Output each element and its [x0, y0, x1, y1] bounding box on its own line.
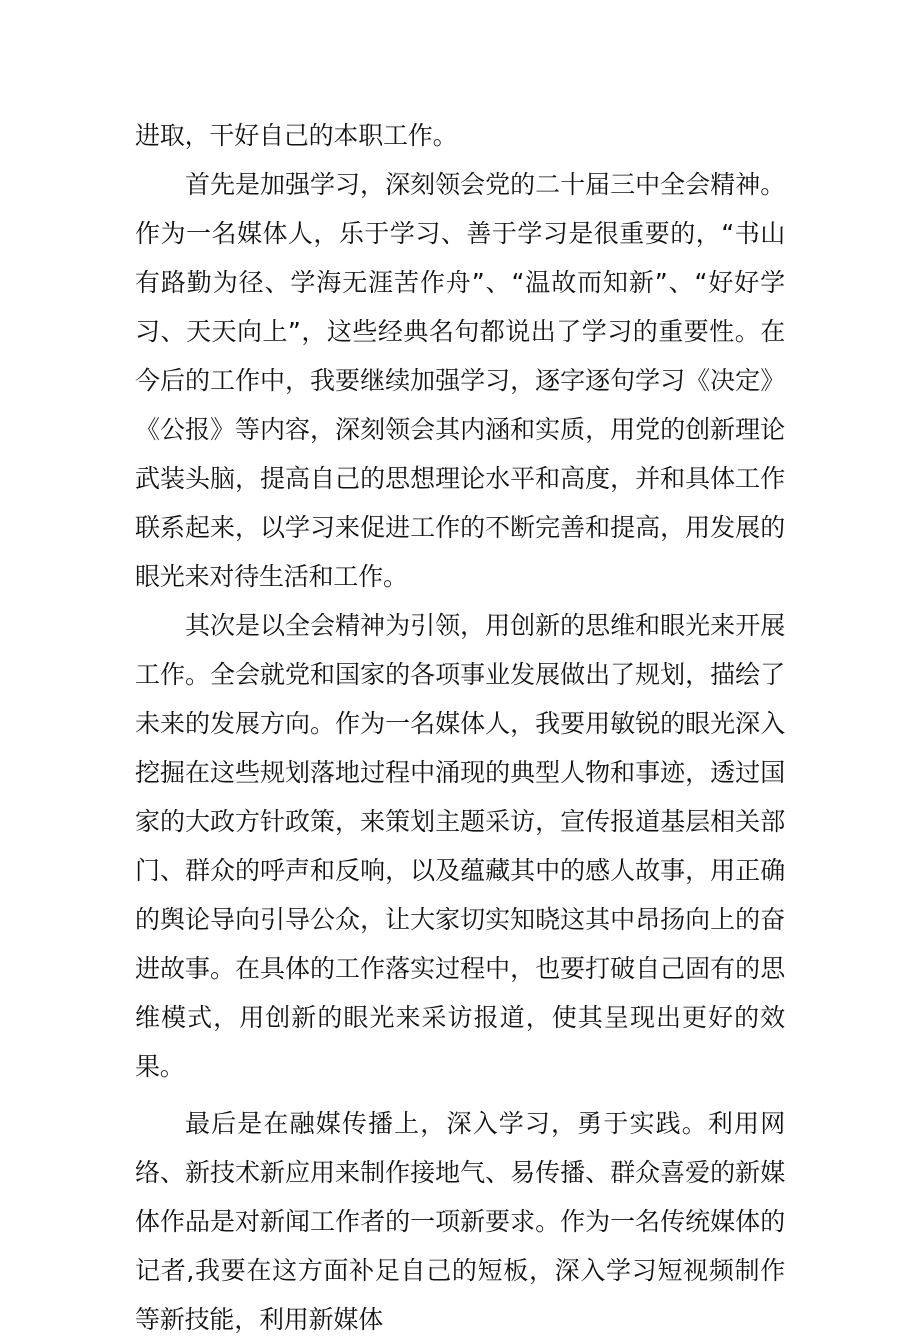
paragraph-continuation: 进取，干好自己的本职工作。 — [135, 121, 458, 150]
document-body — [135, 111, 785, 1344]
paragraph-study: 首先是加强学习，深刻领会党的二十届三中全会精神。作为一名媒体人，乐于学习、善于学习是很重要的，“书山有路勤为径、学海无涯苦作舟”、“温故而知新”、“好好学习、天天向上”，这些经典名句都说出了学习的重要性。在今后的工作中，我要继续加强学习，逐字逐句学习《决定》《公报》等内容，深刻领会其内涵和实质，用党的创新理论武装头脑，提高自己的思想理论水平和高度，并和具体工作联系起来，以学习来促进工作的不断完善和提高，用发展的眼光来对待生活和工作。 — [135, 170, 785, 591]
paragraph-innovation: 其次是以全会精神为引领，用创新的思维和眼光来开展工作。全会就党和国家的各项事业发展做出了规划，描绘了未来的发展方向。作为一名媒体人，我要用敏锐的眼光深入挖掘在这些规划落地过程中涌现的典型人物和事迹，透过国家的大政方针政策，来策划主题采访，宣传报道基层相关部门、群众的呼声和反响，以及蕴藏其中的感人故事，用正确的舆论导向引导公众，让大家切实知晓这其中昂扬向上的奋进故事。在具体的工作落实过程中，也要打破自己固有的思维模式，用创新的眼光来采访报道，使其呈现出更好的效果。 — [135, 611, 785, 1081]
paragraph-media-integration: 最后是在融媒传播上，深入学习，勇于实践。利用网络、新技术新应用来制作接地气、易传播、群众喜爱的新媒体作品是对新闻工作者的一项新要求。作为一名传统媒体的记者,我要在这方面补足自己的短板，深入学习短视频制作等新技能，利用新媒体 — [135, 1109, 785, 1334]
